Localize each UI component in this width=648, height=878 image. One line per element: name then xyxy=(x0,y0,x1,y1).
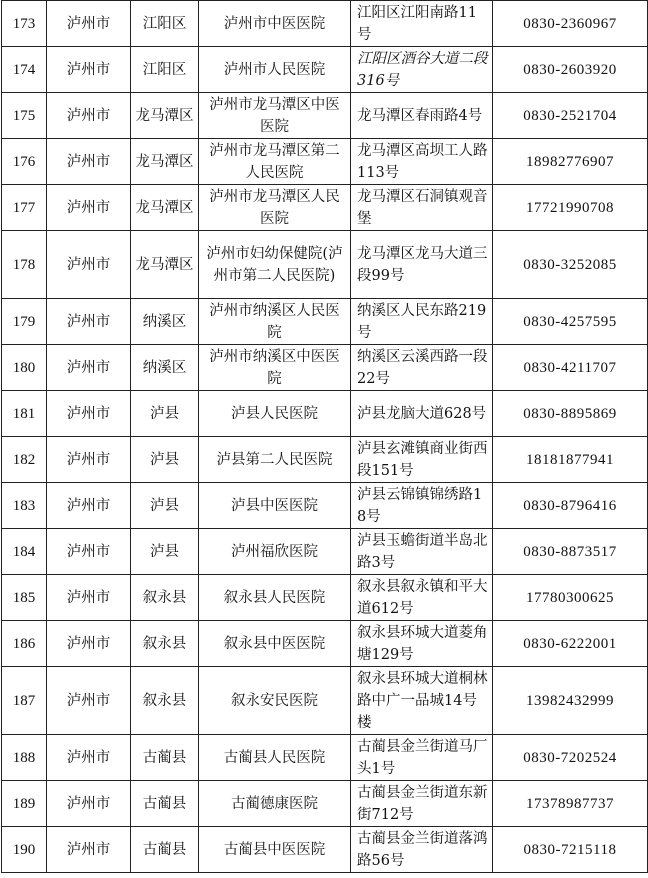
city-cell: 泸州市 xyxy=(47,667,131,735)
district-cell: 叙永县 xyxy=(131,621,199,667)
row-number: 186 xyxy=(2,621,47,667)
district-cell: 江阳区 xyxy=(131,1,199,47)
row-number: 183 xyxy=(2,483,47,529)
address-cell: 叙永县叙永镇和平大道612号 xyxy=(351,575,493,621)
hospital-cell: 泸州市人民医院 xyxy=(199,47,351,93)
phone-cell: 0830-3252085 xyxy=(493,231,648,299)
phone-cell: 0830-4257595 xyxy=(493,299,648,345)
city-cell: 泸州市 xyxy=(47,827,131,873)
phone-cell: 0830-7202524 xyxy=(493,735,648,781)
city-cell: 泸州市 xyxy=(47,345,131,391)
district-cell: 古蔺县 xyxy=(131,781,199,827)
district-cell: 江阳区 xyxy=(131,47,199,93)
row-number: 176 xyxy=(2,139,47,185)
phone-cell: 0830-2603920 xyxy=(493,47,648,93)
city-cell: 泸州市 xyxy=(47,529,131,575)
city-cell: 泸州市 xyxy=(47,299,131,345)
address-cell: 龙马潭区龙马大道三段99号 xyxy=(351,231,493,299)
district-cell: 龙马潭区 xyxy=(131,93,199,139)
address-cell: 泸县玄滩镇商业街西段151号 xyxy=(351,437,493,483)
row-number: 188 xyxy=(2,735,47,781)
city-cell: 泸州市 xyxy=(47,139,131,185)
table-row xyxy=(2,735,648,781)
phone-cell: 17780300625 xyxy=(493,575,648,621)
city-cell: 泸州市 xyxy=(47,47,131,93)
city-cell: 泸州市 xyxy=(47,781,131,827)
phone-cell: 0830-8895869 xyxy=(493,391,648,437)
address-cell: 泸县龙脑大道628号 xyxy=(351,391,493,437)
table-row xyxy=(2,185,648,231)
district-cell: 泸县 xyxy=(131,437,199,483)
district-cell: 叙永县 xyxy=(131,667,199,735)
row-number: 190 xyxy=(2,827,47,873)
hospital-cell: 泸州市纳溪区中医医院 xyxy=(199,345,351,391)
table-row xyxy=(2,93,648,139)
row-number: 189 xyxy=(2,781,47,827)
district-cell: 古蔺县 xyxy=(131,735,199,781)
row-number: 173 xyxy=(2,1,47,47)
table-row xyxy=(2,483,648,529)
address-cell: 龙马潭区高坝工人路113号 xyxy=(351,139,493,185)
hospital-cell: 古蔺县人民医院 xyxy=(199,735,351,781)
table-row xyxy=(2,345,648,391)
address-cell: 古蔺县金兰街道落鸿路56号 xyxy=(351,827,493,873)
district-cell: 纳溪区 xyxy=(131,299,199,345)
table-row xyxy=(2,827,648,873)
city-cell: 泸州市 xyxy=(47,391,131,437)
hospital-cell: 泸州市龙马潭区第二人民医院 xyxy=(199,139,351,185)
row-number: 177 xyxy=(2,185,47,231)
phone-cell: 0830-2360967 xyxy=(493,1,648,47)
district-cell: 泸县 xyxy=(131,483,199,529)
row-number: 184 xyxy=(2,529,47,575)
hospital-cell: 泸县中医医院 xyxy=(199,483,351,529)
phone-cell: 17378987737 xyxy=(493,781,648,827)
table-row xyxy=(2,299,648,345)
hospital-cell: 叙永安民医院 xyxy=(199,667,351,735)
row-number: 179 xyxy=(2,299,47,345)
district-cell: 纳溪区 xyxy=(131,345,199,391)
city-cell: 泸州市 xyxy=(47,621,131,667)
address-cell: 叙永县环城大道桐林路中广一品城14号楼 xyxy=(351,667,493,735)
hospital-table-body xyxy=(2,1,648,873)
district-cell: 古蔺县 xyxy=(131,827,199,873)
phone-cell: 17721990708 xyxy=(493,185,648,231)
row-number: 187 xyxy=(2,667,47,735)
city-cell: 泸州市 xyxy=(47,1,131,47)
address-cell: 龙马潭区春雨路4号 xyxy=(351,93,493,139)
phone-cell: 0830-8873517 xyxy=(493,529,648,575)
district-cell: 龙马潭区 xyxy=(131,185,199,231)
address-cell: 古蔺县金兰街道马厂头1号 xyxy=(351,735,493,781)
city-cell: 泸州市 xyxy=(47,185,131,231)
table-row xyxy=(2,139,648,185)
address-cell: 龙马潭区石洞镇观音堡 xyxy=(351,185,493,231)
row-number: 181 xyxy=(2,391,47,437)
hospital-cell: 泸县人民医院 xyxy=(199,391,351,437)
district-cell: 龙马潭区 xyxy=(131,139,199,185)
district-cell: 叙永县 xyxy=(131,575,199,621)
table-row xyxy=(2,667,648,735)
address-cell: 古蔺县金兰街道东新街712号 xyxy=(351,781,493,827)
address-cell: 叙永县环城大道菱角塘129号 xyxy=(351,621,493,667)
table-row xyxy=(2,529,648,575)
hospital-cell: 叙永县中医医院 xyxy=(199,621,351,667)
table-row xyxy=(2,231,648,299)
row-number: 174 xyxy=(2,47,47,93)
hospital-cell: 叙永县人民医院 xyxy=(199,575,351,621)
phone-cell: 13982432999 xyxy=(493,667,648,735)
hospital-cell: 泸州市妇幼保健院(泸州市第二人民医院) xyxy=(199,231,351,299)
table-row xyxy=(2,1,648,47)
address-cell: 泸县云锦镇锦绣路18号 xyxy=(351,483,493,529)
row-number: 180 xyxy=(2,345,47,391)
phone-cell: 18181877941 xyxy=(493,437,648,483)
hospital-cell: 泸州市龙马潭区人民医院 xyxy=(199,185,351,231)
hospital-table xyxy=(1,0,648,873)
district-cell: 龙马潭区 xyxy=(131,231,199,299)
city-cell: 泸州市 xyxy=(47,483,131,529)
table-row xyxy=(2,47,648,93)
hospital-cell: 泸州市纳溪区人民医院 xyxy=(199,299,351,345)
table-row xyxy=(2,781,648,827)
row-number: 185 xyxy=(2,575,47,621)
table-row xyxy=(2,391,648,437)
address-cell: 纳溪区云溪西路一段22号 xyxy=(351,345,493,391)
table-row xyxy=(2,575,648,621)
hospital-cell: 古蔺县中医医院 xyxy=(199,827,351,873)
hospital-cell: 泸县第二人民医院 xyxy=(199,437,351,483)
hospital-cell: 泸州市龙马潭区中医医院 xyxy=(199,93,351,139)
city-cell: 泸州市 xyxy=(47,575,131,621)
city-cell: 泸州市 xyxy=(47,735,131,781)
district-cell: 泸县 xyxy=(131,529,199,575)
phone-cell: 0830-4211707 xyxy=(493,345,648,391)
phone-cell: 18982776907 xyxy=(493,139,648,185)
table-row xyxy=(2,621,648,667)
row-number: 182 xyxy=(2,437,47,483)
hospital-cell: 泸州福欣医院 xyxy=(199,529,351,575)
address-cell: 江阳区酒谷大道二段316号 xyxy=(351,47,493,93)
city-cell: 泸州市 xyxy=(47,231,131,299)
phone-cell: 0830-8796416 xyxy=(493,483,648,529)
phone-cell: 0830-7215118 xyxy=(493,827,648,873)
phone-cell: 0830-2521704 xyxy=(493,93,648,139)
row-number: 175 xyxy=(2,93,47,139)
district-cell: 泸县 xyxy=(131,391,199,437)
city-cell: 泸州市 xyxy=(47,93,131,139)
hospital-cell: 泸州市中医医院 xyxy=(199,1,351,47)
address-cell: 泸县玉蟾街道半岛北路3号 xyxy=(351,529,493,575)
address-cell: 江阳区江阳南路11号 xyxy=(351,1,493,47)
address-cell: 纳溪区人民东路219号 xyxy=(351,299,493,345)
hospital-cell: 古蔺德康医院 xyxy=(199,781,351,827)
phone-cell: 0830-6222001 xyxy=(493,621,648,667)
city-cell: 泸州市 xyxy=(47,437,131,483)
table-row xyxy=(2,437,648,483)
row-number: 178 xyxy=(2,231,47,299)
